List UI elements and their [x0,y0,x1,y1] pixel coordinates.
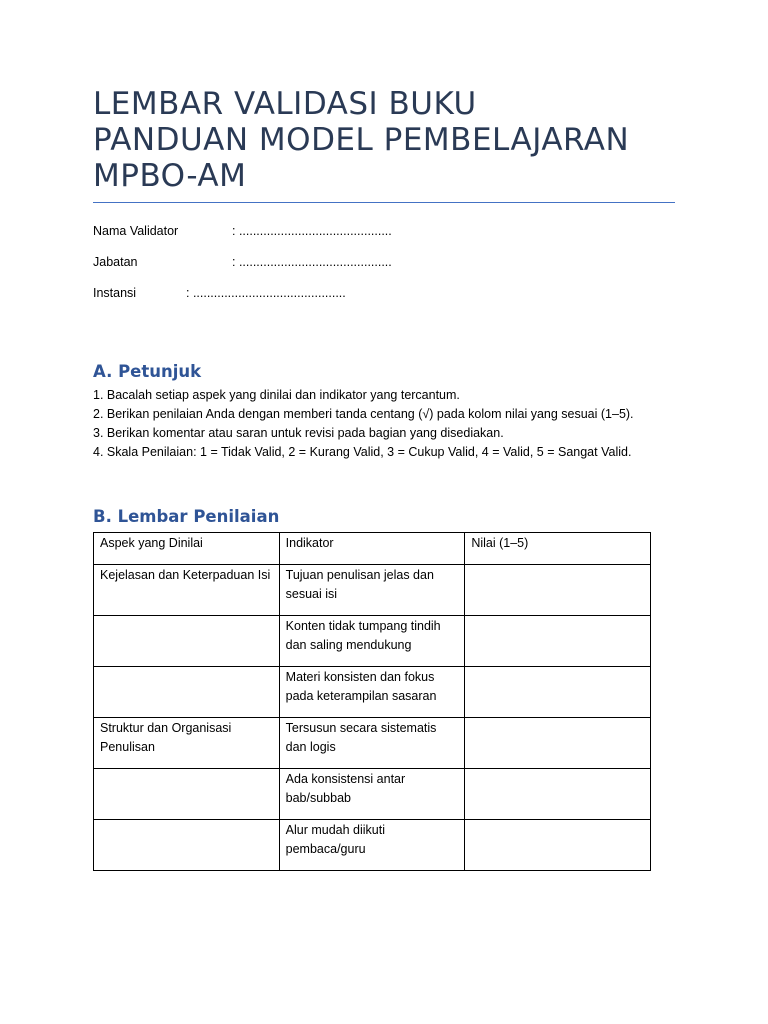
section-b-heading: B. Lembar Penilaian [93,507,280,526]
instruction-item: 1. Bacalah setiap aspek yang dinilai dan indikator yang tercantum. [93,388,460,402]
cell-indikator: Tersusun secara sistematis dan logis [279,718,465,769]
cell-nilai[interactable] [465,616,651,667]
field-label: Jabatan [93,255,138,269]
table-row [94,718,651,769]
section-a-heading: A. Petunjuk [93,362,202,381]
cell-indikator: Alur mudah diikuti pembaca/guru [279,820,465,871]
header-nilai: Nilai (1–5) [465,533,651,565]
cell-indikator: Materi konsisten dan fokus pada keterampilan sasaran [279,667,465,718]
assessment-table [93,532,651,871]
cell-nilai[interactable] [465,718,651,769]
table-row [94,820,651,871]
field-label: Instansi [93,286,137,300]
cell-aspek [94,667,280,718]
cell-aspek: Kejelasan dan Keterpaduan Isi [94,565,280,616]
title-line: PANDUAN MODEL PEMBELAJARAN [93,122,630,158]
cell-nilai[interactable] [465,565,651,616]
cell-nilai[interactable] [465,769,651,820]
field-label: Nama Validator [93,224,179,238]
cell-nilai[interactable] [465,667,651,718]
cell-aspek [94,820,280,871]
title-line: MPBO-AM [93,158,247,194]
instruction-item: 2. Berikan penilaian Anda dengan memberi tanda centang (√) pada kolom nilai yang sesuai (1–5). [93,407,634,421]
cell-aspek [94,769,280,820]
table-header-row [94,533,651,565]
title-line: LEMBAR VALIDASI BUKU [93,86,477,122]
instruction-list [93,386,634,462]
header-indikator: Indikator [279,533,465,565]
cell-indikator: Konten tidak tumpang tindih dan saling mendukung [279,616,465,667]
table-row [94,565,651,616]
cell-nilai[interactable] [465,820,651,871]
field-blank: : ............................................ [186,286,346,300]
cell-indikator: Tujuan penulisan jelas dan sesuai isi [279,565,465,616]
table-row [94,667,651,718]
field-blank: : ............................................ [232,255,392,269]
title-divider [93,202,675,203]
cell-aspek [94,616,280,667]
header-aspek: Aspek yang Dinilai [94,533,280,565]
field-blank: : ............................................ [232,224,392,238]
instruction-item: 4. Skala Penilaian: 1 = Tidak Valid, 2 = Kurang Valid, 3 = Cukup Valid, 4 = Valid, 5 = Sangat Valid. [93,445,632,459]
table-row [94,616,651,667]
document-title [93,86,693,194]
instruction-item: 3. Berikan komentar atau saran untuk revisi pada bagian yang disediakan. [93,426,504,440]
table-row [94,769,651,820]
cell-indikator: Ada konsistensi antar bab/subbab [279,769,465,820]
cell-aspek: Struktur dan Organisasi Penulisan [94,718,280,769]
